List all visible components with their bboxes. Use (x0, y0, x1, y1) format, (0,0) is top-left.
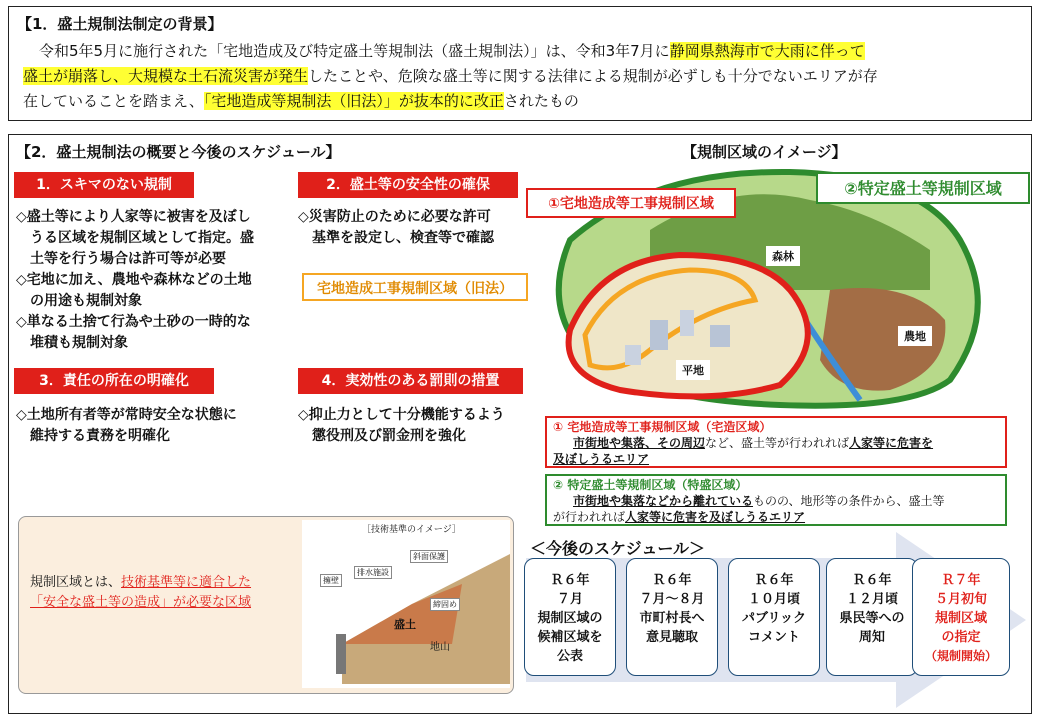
bg-text-b: 静岡県熱海市で大雨に伴って (669, 42, 865, 60)
step-when: Ｒ６年 (754, 573, 794, 588)
schedule-step-3 (728, 558, 820, 676)
retaining-wall-shape (336, 634, 346, 674)
item3-line: 維持する責務を明確化 (30, 428, 170, 444)
item2-text (298, 207, 494, 249)
label-slope: 斜面保護 (410, 550, 448, 563)
step-when: Ｒ６年 (550, 573, 590, 588)
bg-text-g: されたもの (503, 92, 579, 110)
tech-diagram-title: ［技術基準のイメージ］ (362, 525, 461, 535)
zone1-desc-line2: 及ぼしうるエリア (553, 452, 650, 466)
tech-diagram-graphic (302, 534, 510, 686)
tech-diagram (302, 520, 510, 688)
item2-line: 基準を設定し、検査等で確認 (312, 230, 494, 246)
label-ground: 地山 (430, 642, 450, 653)
zone1-desc-l1b: など、盛土等が行われれば (705, 436, 850, 450)
zone2-desc-title: ② 特定盛土等規制区域（特盛区域） (553, 478, 748, 492)
label-wall: 擁壁 (320, 574, 342, 587)
schedule-step-1 (524, 558, 616, 676)
tech-standard-text (30, 573, 251, 613)
overview-title: 【2．盛土規制法の概要と今後のスケジュール】 (16, 143, 341, 161)
schedule-step-4 (826, 558, 918, 676)
step-when: Ｒ７年 (941, 573, 981, 588)
zone2-desc-line1 (553, 493, 999, 509)
bg-text-e: 在していることを踏まえ、 (23, 92, 204, 110)
forest-label: 森林 (766, 246, 800, 266)
label-safety-assurance: 2．盛土等の安全性の確保 (298, 172, 518, 198)
image-area-title: 【規制区域のイメージ】 (682, 143, 847, 161)
label-penalties: 4．実効性のある罰則の措置 (298, 368, 523, 394)
schedule-step-5 (912, 558, 1010, 676)
item2-line: ◇災害防止のために必要な許可 (298, 209, 491, 225)
zone2-desc-line2 (553, 509, 999, 525)
zone2-desc-l2a: が行われれば (553, 510, 626, 524)
zone2-desc-l1b: ものの、地形等の条件から、盛土等 (753, 494, 945, 508)
item4-line: ◇抑止力として十分機能するよう (298, 407, 505, 423)
step-when: ５月初旬 (934, 592, 987, 607)
building-shape (650, 320, 668, 350)
schedule-title: ＜今後のスケジュール＞ (530, 539, 706, 558)
step-when: １２月頃 (845, 592, 898, 607)
item3-line: ◇土地所有者等が常時安全な状態に (16, 407, 237, 423)
item1-line: ◇盛土等により人家等に被害を及ぼし (16, 209, 251, 225)
label-fill: 盛土 (394, 618, 416, 631)
zone1-label: ①宅地造成等工事規制区域 (526, 188, 736, 218)
tech-text-b: 技術基準等に適合した (121, 575, 252, 590)
step-what: 県民等への (839, 611, 905, 626)
step-when: ７月～８月 (639, 592, 705, 607)
item3-text (16, 405, 237, 447)
zone1-desc-title: ① 宅地造成等工事規制区域（宅造区域） (553, 420, 772, 434)
step-what: 規制区域の (537, 611, 603, 626)
zone2-label: ②特定盛土等規制区域 (816, 172, 1030, 204)
step-what: 市町村長へ (639, 611, 705, 626)
bg-text-c: 盛土が崩落し、大規模な土石流災害が発生 (23, 67, 309, 85)
zone1-description (545, 416, 1007, 468)
step-when: ７月 (556, 592, 583, 607)
label-no-gap-regulation: 1．スキマのない規制 (14, 172, 194, 198)
step-what: の指定 (941, 630, 981, 645)
step-what: 周知 (858, 630, 885, 645)
zone2-desc-l2b: 人家等に危害を及ぼしうるエリア (625, 510, 806, 524)
building-shape (710, 325, 730, 347)
item1-line: の用途も規制対象 (30, 293, 142, 309)
label-compact: 締固め (430, 598, 460, 611)
step-what: 公表 (556, 649, 583, 664)
label-drain: 排水施設 (354, 566, 392, 579)
farmland-label: 農地 (898, 326, 932, 346)
step-when: Ｒ６年 (652, 573, 692, 588)
old-zone-label: 宅地造成工事規制区域（旧法） (302, 273, 528, 301)
item4-line: 懲役刑及び罰金刑を強化 (312, 428, 466, 444)
step-what: 候補区域を (537, 630, 603, 645)
background-section (8, 6, 1032, 121)
step-when: Ｒ６年 (852, 573, 892, 588)
item1-line: 堆積も規制対象 (30, 335, 128, 351)
bg-text-d: したことや、危険な盛土等に関する法律による規制が必ずしも十分でないエリアが存 (308, 67, 878, 85)
zone2-description (545, 474, 1007, 526)
item1-line: うる区域を規制区域として指定。盛 (30, 230, 254, 246)
zone2-desc-l1a: 市街地や集落などから離れている (573, 494, 754, 508)
step-what: 規制区域 (934, 611, 987, 626)
item4-text (298, 405, 505, 447)
item1-line: 土等を行う場合は許可等が必要 (30, 251, 226, 267)
label-responsibility: 3．責任の所在の明確化 (14, 368, 214, 394)
step-what: （規制開始） (924, 649, 997, 663)
item1-line: ◇単なる土捨て行為や土砂の一時的な (16, 314, 251, 330)
step-what: 意見聴取 (645, 630, 698, 645)
fill-shape (342, 584, 462, 644)
building-shape (680, 310, 694, 336)
bg-text-a: 令和5年5月に施行された「宅地造成及び特定盛土等規制法（盛土規制法）」は、令和3年7月に (39, 42, 670, 60)
step-what: パブリック (742, 611, 806, 626)
zone1-desc-l1c: 人家等に危害を (849, 436, 934, 450)
item1-text (16, 207, 254, 354)
schedule-step-2 (626, 558, 718, 676)
item1-line: ◇宅地に加え、農地や森林などの土地 (16, 272, 252, 288)
background-text (23, 39, 1023, 114)
step-what: コメント (747, 630, 800, 645)
zone1-desc-line1 (553, 435, 999, 451)
tech-text-a: 規制区域とは、 (30, 575, 122, 590)
bg-text-f: 「宅地造成等規制法（旧法）」が抜本的に改正 (203, 92, 504, 110)
background-title: 【1．盛土規制法制定の背景】 (17, 15, 223, 33)
flatland-label: 平地 (676, 360, 710, 380)
building-shape (625, 345, 641, 365)
step-when: １０月頃 (747, 592, 800, 607)
zone1-desc-l1a: 市街地や集落、その周辺 (573, 436, 706, 450)
tech-text-c: 「安全な盛土等の造成」が必要な区域 (30, 595, 252, 610)
